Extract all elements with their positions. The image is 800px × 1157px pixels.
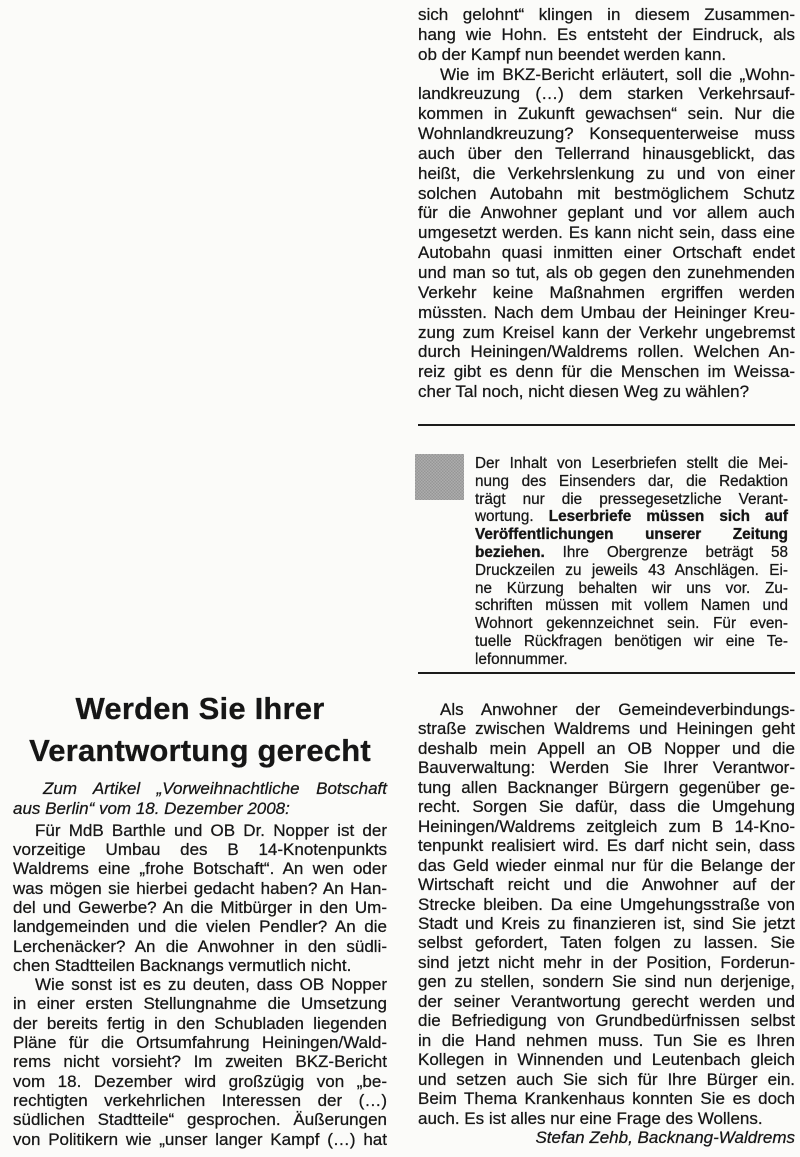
text-line: beziehen. Ihre Obergrenze beträgt 58 xyxy=(475,543,788,561)
text-line: nung des Einsenders dar, die Redaktion xyxy=(475,472,788,490)
text-line: auch. Es ist alles nur eine Frage des Wollens. xyxy=(418,1108,763,1128)
text-line: Pläne für die Ortsumfahrung Heiningen/Wald- xyxy=(13,1033,387,1053)
text-line: cher Tal noch, nicht diesen Weg zu wählen? xyxy=(418,382,750,402)
text-line: Wohnort gekennzeichnet sein. Für even- xyxy=(475,615,788,633)
text-line: von Politikern wie „unser langer Kampf (…) hat xyxy=(13,1129,387,1149)
text-line: heißt, die Verkehrslenkung zu und von einer xyxy=(418,163,795,183)
text-line: umgesetzt werden. Es kann nicht sein, dass eine xyxy=(418,223,795,243)
text-line: zung zum Kreisel kann der Verkehr ungebremst xyxy=(418,322,795,342)
text-line: aus Berlin“ vom 18. Dezember 2008: xyxy=(13,799,290,819)
text-line: Beim Thema Krankenhaus konnten Sie es doch xyxy=(418,1089,795,1109)
headline-line-1: Werden Sie Ihrer xyxy=(75,691,325,726)
editor-notice xyxy=(418,453,795,669)
letter-signature: Stefan Zehb, Backnang-Waldrems xyxy=(535,1127,795,1147)
text-line: tuelle Rückfragen benötigen wir eine Te- xyxy=(475,632,788,650)
text-line: gen zu stellen, sondern Sie sind nun derjenige, xyxy=(418,972,795,992)
text-line: reiz gibt es denn für die Menschen im Weissa- xyxy=(418,362,795,382)
text-line: und setzen auch Sie sich für Ihre Bürger ein. xyxy=(418,1069,795,1089)
text-line: Wirtschaft reicht und die Anwohner auf der xyxy=(418,875,795,895)
text-line: Heiningen/Waldrems zeitgleich zum B 14-Kno- xyxy=(418,816,795,836)
text-line: wortung. Leserbriefe müssen sich auf xyxy=(475,508,789,526)
text-line: Waldrems eine „frohe Botschaft“. An wen oder xyxy=(13,859,387,879)
text-line: Verkehr keine Maßnahmen ergriffen werden xyxy=(418,282,795,302)
text-line: deshalb mein Appell an OB Nopper und die xyxy=(418,738,795,758)
text-line: das Geld wieder einmal nur für die Belange der xyxy=(418,855,795,875)
text-line: kommen in Zukunft gewachsen“ sein. Nur die xyxy=(418,104,795,124)
headline-line-2: Verantwortung gerecht xyxy=(29,732,371,768)
text-line: vom 18. Dezember wird großzügig von „be- xyxy=(13,1071,387,1091)
divider-rule-bottom xyxy=(418,672,795,674)
text-line: straße zwischen Waldrems und Heiningen geht xyxy=(418,719,795,739)
left-column xyxy=(13,688,387,1149)
article-reference-intro xyxy=(13,779,387,820)
text-line: Wie im BKZ-Bericht erläutert, soll die „Wohn- xyxy=(440,64,795,84)
text-line: schriften müssen mit vollem Namen und xyxy=(475,597,788,615)
text-line: ne Kürzung behalten wir uns vor. Zu- xyxy=(475,579,788,597)
letter-continuation-text xyxy=(418,5,795,402)
notice-marker-square xyxy=(415,454,464,500)
text-line: recht. Sorgen Sie dafür, dass die Umgehung xyxy=(418,797,795,817)
text-line: für die Anwohner geplant und vor allem auch xyxy=(418,203,795,223)
text-line: Als Anwohner der Gemeindeverbindungs- xyxy=(440,700,795,719)
letter-closing xyxy=(418,700,795,1147)
letter-closing-text xyxy=(418,700,795,1128)
text-line: Zum Artikel „Vorweihnachtliche Botschaft xyxy=(43,779,387,798)
text-line: landkreuzung (…) dem starken Verkehrsauf- xyxy=(418,84,795,104)
text-line: ob der Kampf nun beendet werden kann. xyxy=(418,44,727,64)
divider-rule-top xyxy=(418,424,795,426)
text-line: sind jetzt nicht mehr in der Position, Forderun- xyxy=(418,952,795,972)
text-line: Für MdB Barthle und OB Dr. Nopper ist der xyxy=(35,820,387,840)
text-line: trägt nur die pressegesetzliche Verant- xyxy=(475,490,788,508)
letter-body-text xyxy=(13,821,387,1149)
text-line: hang wie Hohn. Es entsteht der Eindruck, als xyxy=(418,24,795,44)
text-line: müssten. Nach dem Umbau der Heininger Kreu- xyxy=(418,302,795,322)
text-line: tenpunkt realisiert wird. Es darf nicht sein, dass xyxy=(418,836,795,856)
text-line: del und Gewerbe? An die Mitbürger in den Um- xyxy=(13,898,387,917)
text-line: rechtigten verkehrlichen Interessen der (…) xyxy=(13,1090,387,1110)
text-line: der bereits fertig in den Schubladen liegenden xyxy=(13,1013,387,1033)
text-line: selbst gefordert, Taten folgen zu lassen. Sie xyxy=(418,933,795,953)
text-line: auch über den Tellerrand hinausgeblickt, das xyxy=(418,143,795,163)
text-line: Druckzeilen zu jeweils 43 Anschlägen. Ei- xyxy=(475,561,788,579)
text-line: der seiner Verantwortung gerecht werden und xyxy=(418,991,795,1011)
text-line: Veröffentlichungen unserer Zeitung xyxy=(475,526,788,544)
letter-headline xyxy=(13,688,387,771)
text-line: in die Hand nehmen muss. Tun Sie es Ihren xyxy=(418,1030,795,1050)
text-line: Wie sonst ist es zu deuten, dass OB Nopper xyxy=(35,975,387,995)
text-line: Wohnlandkreuzung? Konsequenterweise muss xyxy=(418,124,795,144)
text-line: sich gelohnt“ klingen in diesem Zusammen- xyxy=(418,5,795,24)
text-line: lefonnummer. xyxy=(475,650,568,668)
text-line: südlichen Stadtteile“ gesprochen. Äußerungen xyxy=(13,1110,387,1130)
text-line: was mögen sie hierbei gedacht haben? An Han- xyxy=(13,878,387,898)
editor-notice-text xyxy=(475,453,788,669)
text-line: Strecke bleiben. Da eine Umgehungsstraße von xyxy=(418,894,795,914)
text-line: Bauverwaltung: Werden Sie Ihrer Verantwor- xyxy=(418,758,795,778)
text-line: landgemeinden und die vielen Pendler? An die xyxy=(13,917,387,937)
text-line: solchen Autobahn mit bestmöglichem Schutz xyxy=(418,183,795,203)
text-line: chen Stadtteilen Backnangs vermutlich nicht. xyxy=(13,955,352,975)
text-line: tung allen Backnanger Bürgern gegenüber ge- xyxy=(418,777,795,797)
text-line: rems nicht vorsieht? Im zweiten BKZ-Bericht xyxy=(13,1052,387,1072)
text-line: vorzeitige Umbau des B 14-Knotenpunkts xyxy=(13,840,387,860)
text-line: Der Inhalt von Leserbriefen stellt die Mei- xyxy=(475,455,788,472)
text-line: Kollegen in Winnenden und Leutenbach gleich xyxy=(418,1050,795,1070)
text-line: Autobahn quasi inmitten einer Ortschaft endet xyxy=(418,243,795,263)
text-line: Lerchenäcker? An die Anwohner in den südli- xyxy=(13,936,387,956)
text-line: durch Heiningen/Waldrems rollen. Welchen An- xyxy=(418,342,795,362)
text-line: in einer ersten Stellungnahme die Umsetzung xyxy=(13,994,387,1014)
text-line: die Befriedigung von Grundbedürfnissen selbst xyxy=(418,1011,795,1031)
text-line: und man so tut, als ob gegen den zunehmenden xyxy=(418,262,795,282)
text-line: Stadt und Kreis zu finanzieren ist, sind Sie jetzt xyxy=(418,913,795,933)
